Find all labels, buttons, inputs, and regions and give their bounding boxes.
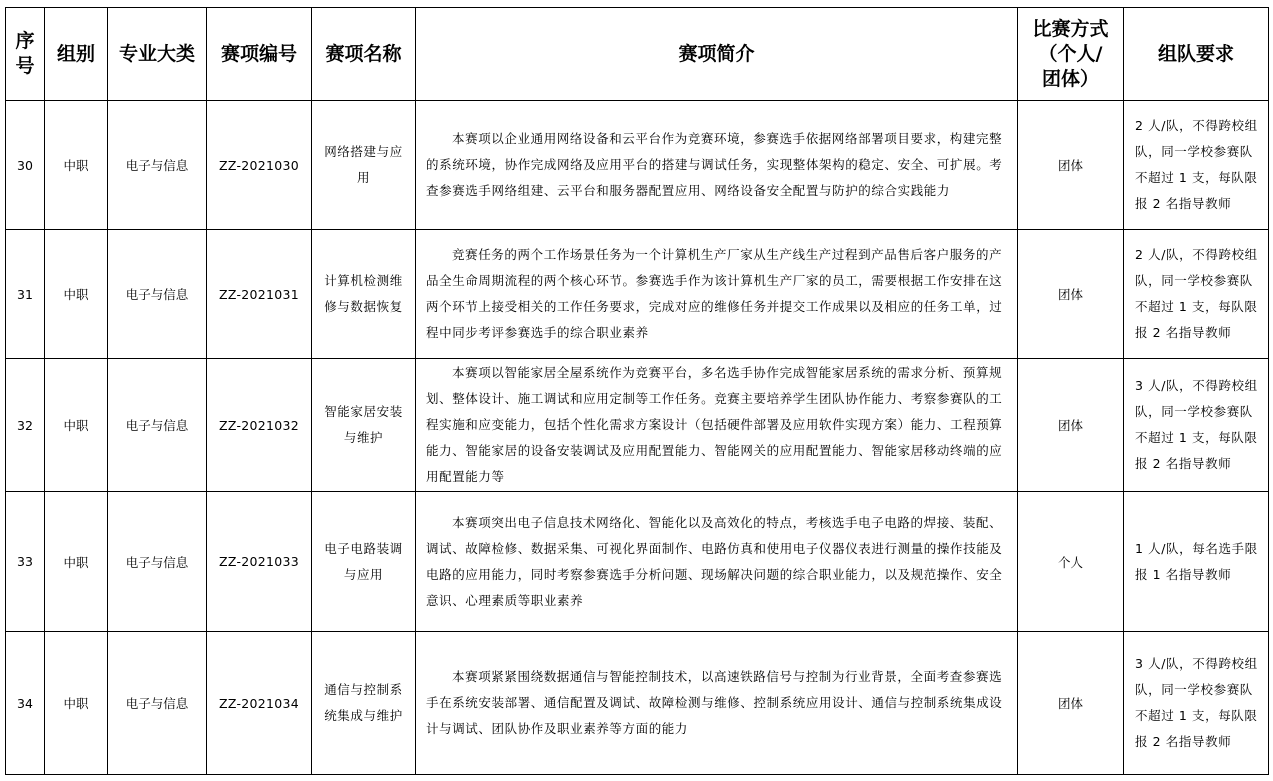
table-row xyxy=(6,101,1269,230)
cell-code: ZZ-2021034 xyxy=(207,632,312,775)
cell-team: 2 人/队，不得跨校组队，同一学校参赛队不超过 1 支，每队限报 2 名指导教师 xyxy=(1124,101,1269,230)
cell-mode: 团体 xyxy=(1018,632,1124,775)
cell-category: 电子与信息 xyxy=(108,230,207,359)
intro-text: 本赛项以智能家居全屋系统作为竞赛平台，多名选手协作完成智能家居系统的需求分析、预算规划、整体设计、施工调试和应用定制等工作任务。竞赛主要培养学生团队协作能力、考察参赛队的工程实施和应变能力，包括个性化需求方案设计（包括硬件部署及应用软件实现方案）能力、工程预算能力、智能家居的设备安装调试及应用配置能力、智能网关的应用配置能力、智能家居移动终端的应用配置能力等 xyxy=(426,365,1003,484)
cell-group: 中职 xyxy=(45,230,108,359)
header-row xyxy=(6,8,1269,101)
cell-category: 电子与信息 xyxy=(108,359,207,492)
intro-text: 本赛项突出电子信息技术网络化、智能化以及高效化的特点，考核选手电子电路的焊接、装配、调试、故障检修、数据采集、可视化界面制作、电路仿真和使用电子仪器仪表进行测量的操作技能及电路的应用能力，同时考察参赛选手分析问题、现场解决问题的综合职业能力，以及规范操作、安全意识、心理素质等职业素养 xyxy=(426,514,1003,608)
cell-code: ZZ-2021032 xyxy=(207,359,312,492)
cell-intro xyxy=(416,230,1018,359)
cell-group: 中职 xyxy=(45,101,108,230)
header-code: 赛项编号 xyxy=(207,8,312,101)
cell-mode: 团体 xyxy=(1018,230,1124,359)
table-row xyxy=(6,492,1269,632)
cell-group: 中职 xyxy=(45,632,108,775)
cell-mode: 团体 xyxy=(1018,101,1124,230)
cell-seq: 30 xyxy=(6,101,45,230)
header-category: 专业大类 xyxy=(108,8,207,101)
intro-text: 本赛项紧紧围绕数据通信与智能控制技术，以高速铁路信号与控制为行业背景，全面考查参赛选手在系统安装部署、通信配置及调试、故障检测与维修、控制系统应用设计、通信与控制系统集成设计与调试、团队协作及职业素养等方面的能力 xyxy=(426,669,1003,736)
cell-team: 3 人/队，不得跨校组队，同一学校参赛队不超过 1 支，每队限报 2 名指导教师 xyxy=(1124,359,1269,492)
cell-category: 电子与信息 xyxy=(108,492,207,632)
cell-name: 通信与控制系统集成与维护 xyxy=(312,632,416,775)
header-group: 组别 xyxy=(45,8,108,101)
table-row xyxy=(6,230,1269,359)
cell-group: 中职 xyxy=(45,492,108,632)
cell-team: 2 人/队，不得跨校组队，同一学校参赛队不超过 1 支，每队限报 2 名指导教师 xyxy=(1124,230,1269,359)
intro-text: 竞赛任务的两个工作场景任务为一个计算机生产厂家从生产线生产过程到产品售后客户服务的产品全生命周期流程的两个核心环节。参赛选手作为该计算机生产厂家的员工，需要根据工作安排在这两个环节上接受相关的工作任务要求，完成对应的维修任务并提交工作成果以及相应的任务工单，过程中同步考评参赛选手的综合职业素养 xyxy=(426,247,1003,340)
header-intro: 赛项简介 xyxy=(416,8,1018,101)
intro-text: 本赛项以企业通用网络设备和云平台作为竞赛环境，参赛选手依据网络部署项目要求，构建完整的系统环境，协作完成网络及应用平台的搭建与调试任务，实现整体架构的稳定、安全、可扩展。考查参赛选手网络组建、云平台和服务器配置应用、网络设备安全配置与防护的综合实践能力 xyxy=(426,131,1003,198)
header-team: 组队要求 xyxy=(1124,8,1269,101)
table-row xyxy=(6,359,1269,492)
competition-table xyxy=(5,7,1269,775)
cell-code: ZZ-2021031 xyxy=(207,230,312,359)
cell-code: ZZ-2021033 xyxy=(207,492,312,632)
header-mode: 比赛方式（个人/团体） xyxy=(1018,8,1124,101)
table-row xyxy=(6,632,1269,775)
cell-intro xyxy=(416,101,1018,230)
cell-code: ZZ-2021030 xyxy=(207,101,312,230)
cell-category: 电子与信息 xyxy=(108,632,207,775)
cell-team: 1 人/队，每名选手限报 1 名指导教师 xyxy=(1124,492,1269,632)
cell-intro xyxy=(416,359,1018,492)
cell-mode: 个人 xyxy=(1018,492,1124,632)
cell-group: 中职 xyxy=(45,359,108,492)
cell-category: 电子与信息 xyxy=(108,101,207,230)
header-seq: 序号 xyxy=(6,8,45,101)
cell-seq: 32 xyxy=(6,359,45,492)
cell-intro xyxy=(416,492,1018,632)
cell-mode: 团体 xyxy=(1018,359,1124,492)
cell-name: 电子电路装调与应用 xyxy=(312,492,416,632)
cell-intro xyxy=(416,632,1018,775)
cell-name: 智能家居安装与维护 xyxy=(312,359,416,492)
cell-seq: 34 xyxy=(6,632,45,775)
cell-seq: 31 xyxy=(6,230,45,359)
cell-seq: 33 xyxy=(6,492,45,632)
cell-team: 3 人/队，不得跨校组队，同一学校参赛队不超过 1 支，每队限报 2 名指导教师 xyxy=(1124,632,1269,775)
header-name: 赛项名称 xyxy=(312,8,416,101)
cell-name: 计算机检测维修与数据恢复 xyxy=(312,230,416,359)
cell-name: 网络搭建与应用 xyxy=(312,101,416,230)
